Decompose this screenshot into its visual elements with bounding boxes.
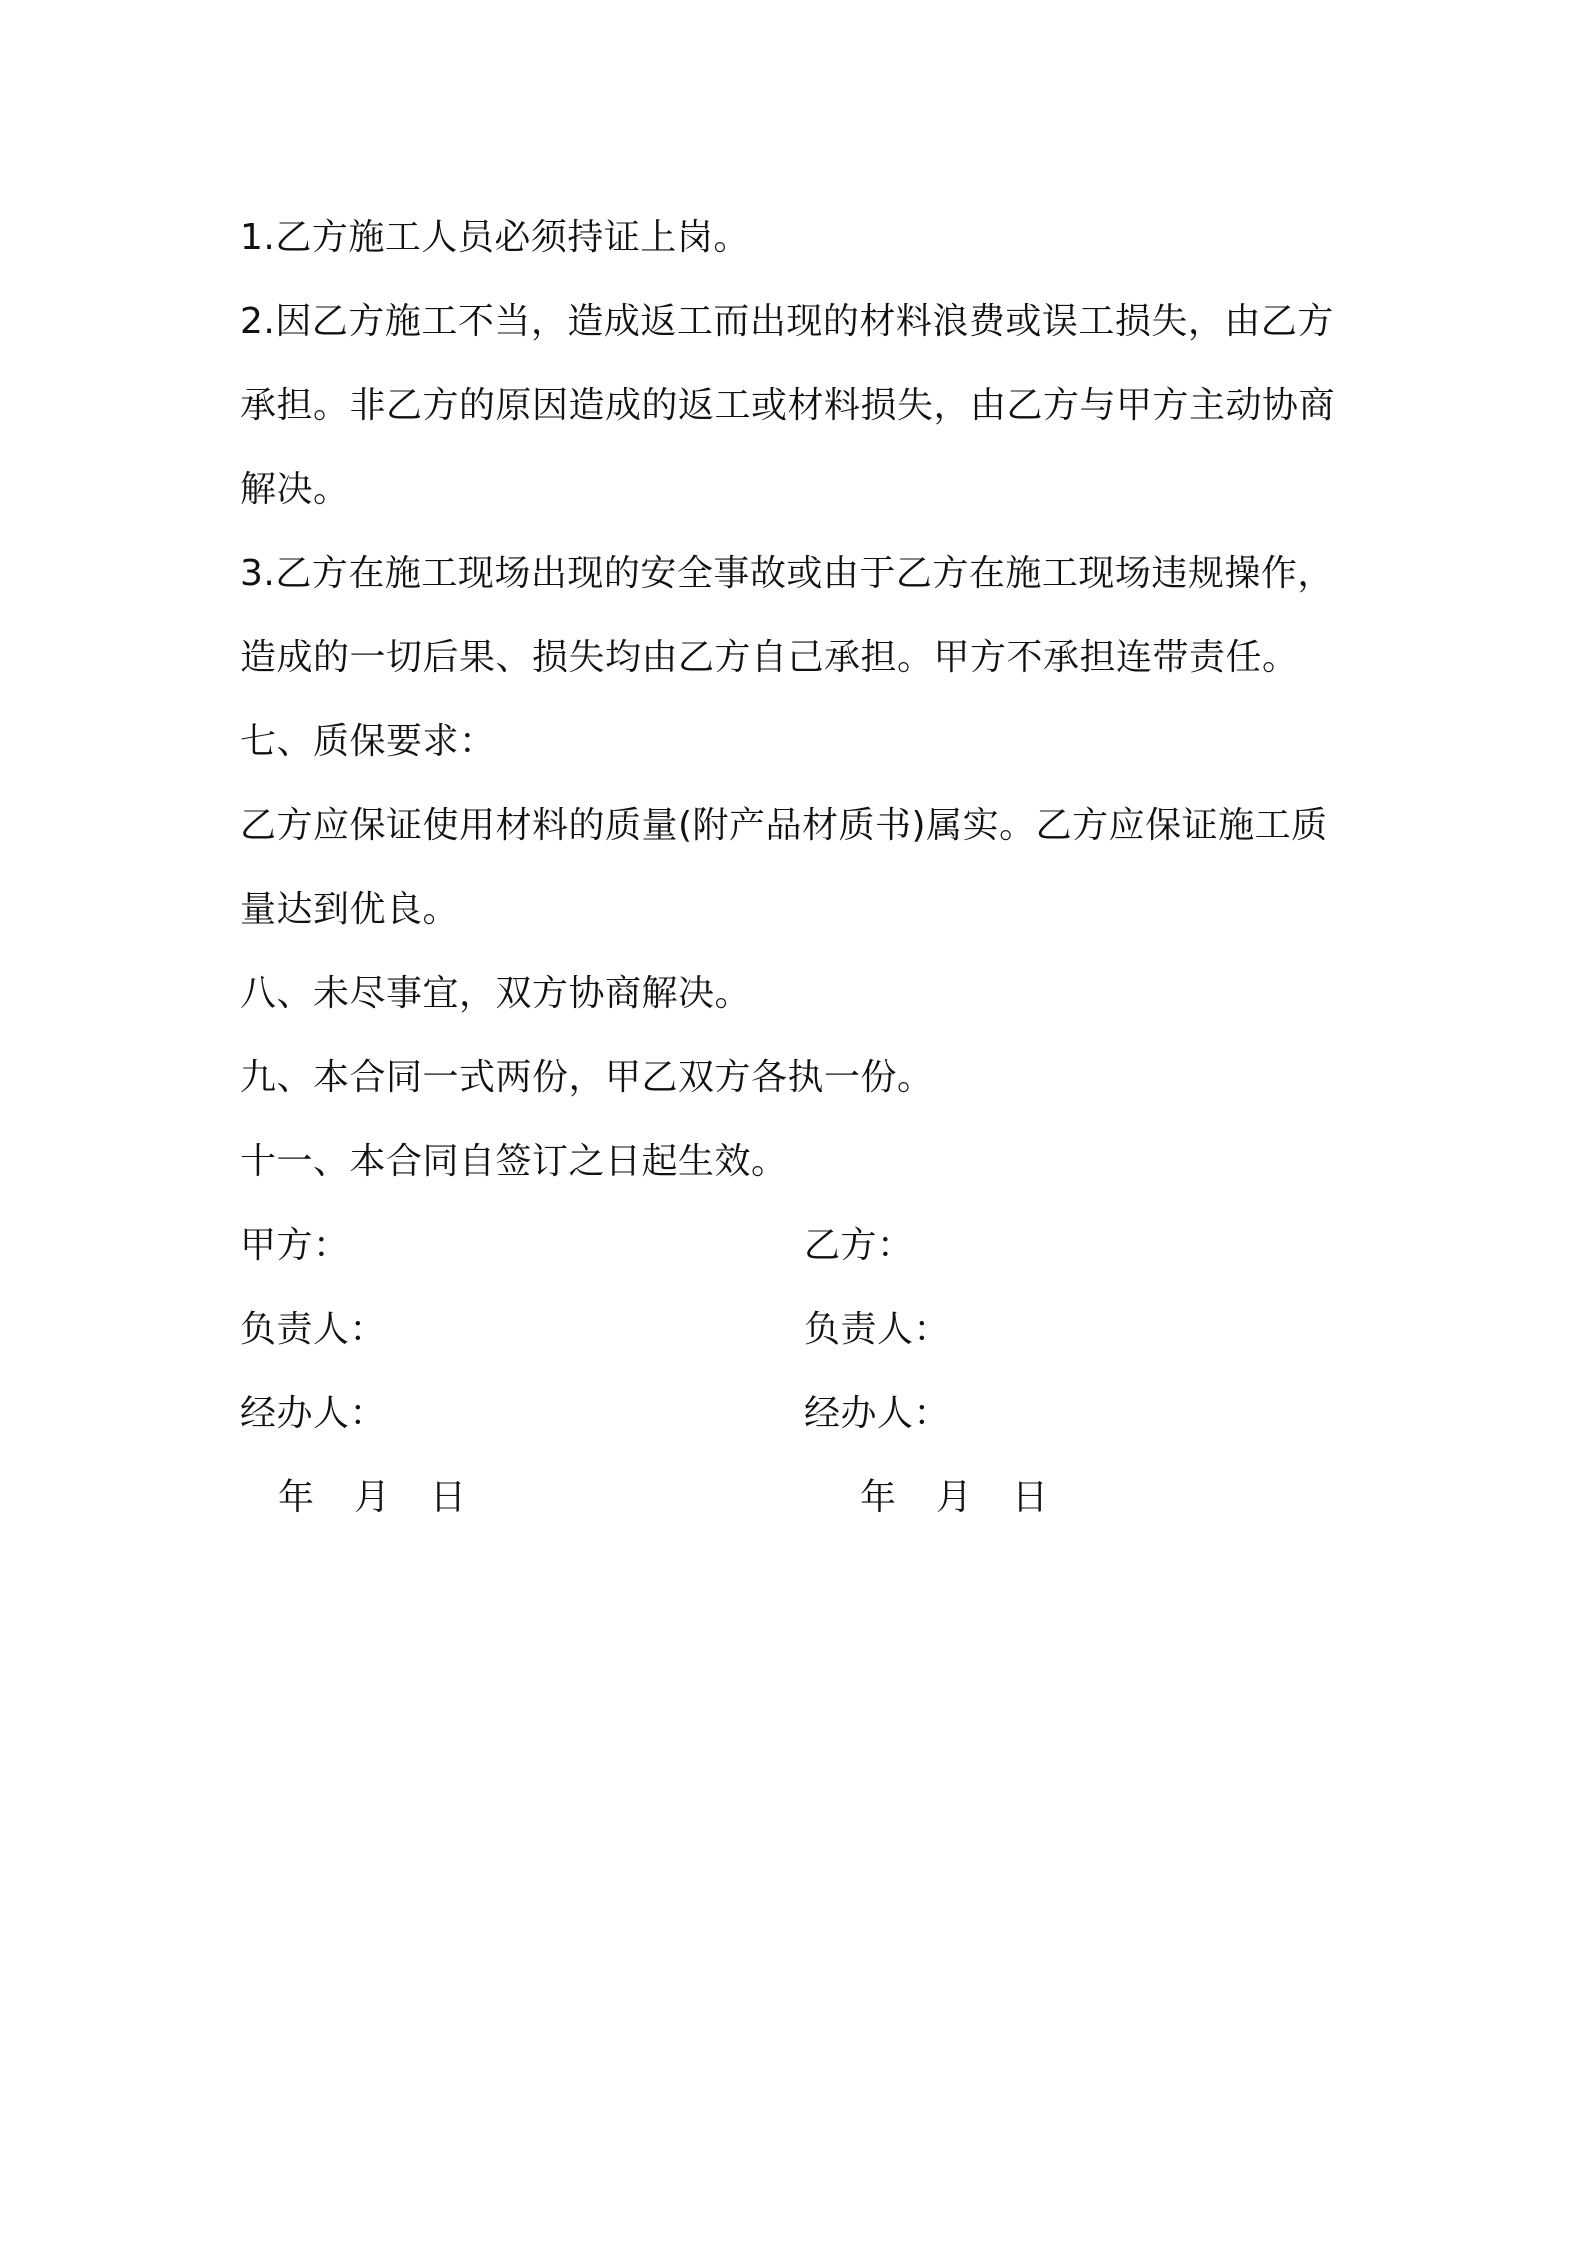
date-b-day: 日 xyxy=(1012,1477,1049,1518)
date-a-month: 月 xyxy=(354,1477,391,1518)
party-a-label: 甲方： xyxy=(240,1225,350,1266)
date-a-year: 年 xyxy=(278,1477,315,1518)
contract-body xyxy=(240,196,1360,1540)
clause-1: 1.乙方施工人员必须持证上岗。 xyxy=(240,217,750,258)
signature-party-row xyxy=(240,1204,1360,1288)
date-a xyxy=(278,1456,506,1540)
signature-handler-row xyxy=(240,1372,1360,1456)
date-a-day: 日 xyxy=(430,1477,467,1518)
clause-2: 2.因乙方施工不当，造成返工而出现的材料浪费或误工损失，由乙方承担。非乙方的原因造成的返工或材料损失，由乙方与甲方主动协商解决。 xyxy=(240,301,1336,510)
clause-3: 3.乙方在施工现场出现的安全事故或由于乙方在施工现场违规操作，造成的一切后果、损失均由乙方自己承担。甲方不承担连带责任。 xyxy=(240,553,1334,678)
signature-date-row xyxy=(240,1456,1360,1540)
party-b-label: 乙方： xyxy=(804,1225,914,1266)
section-9: 九、本合同一式两份，甲乙双方各执一份。 xyxy=(240,1057,934,1098)
date-b-month: 月 xyxy=(936,1477,973,1518)
signature-responsible-row xyxy=(240,1288,1360,1372)
section-7-heading: 七、质保要求： xyxy=(240,721,496,762)
section-8: 八、未尽事宜，双方协商解决。 xyxy=(240,973,752,1014)
section-7-text: 乙方应保证使用材料的质量(附产品材质书)属实。乙方应保证施工质量达到优良。 xyxy=(240,805,1328,930)
handler-b-label: 经办人： xyxy=(804,1393,951,1434)
responsible-b-label: 负责人： xyxy=(804,1309,951,1350)
handler-a-label: 经办人： xyxy=(240,1393,387,1434)
date-b xyxy=(860,1456,1088,1540)
date-b-year: 年 xyxy=(860,1477,897,1518)
responsible-a-label: 负责人： xyxy=(240,1309,387,1350)
section-11: 十一、本合同自签订之日起生效。 xyxy=(240,1141,788,1182)
